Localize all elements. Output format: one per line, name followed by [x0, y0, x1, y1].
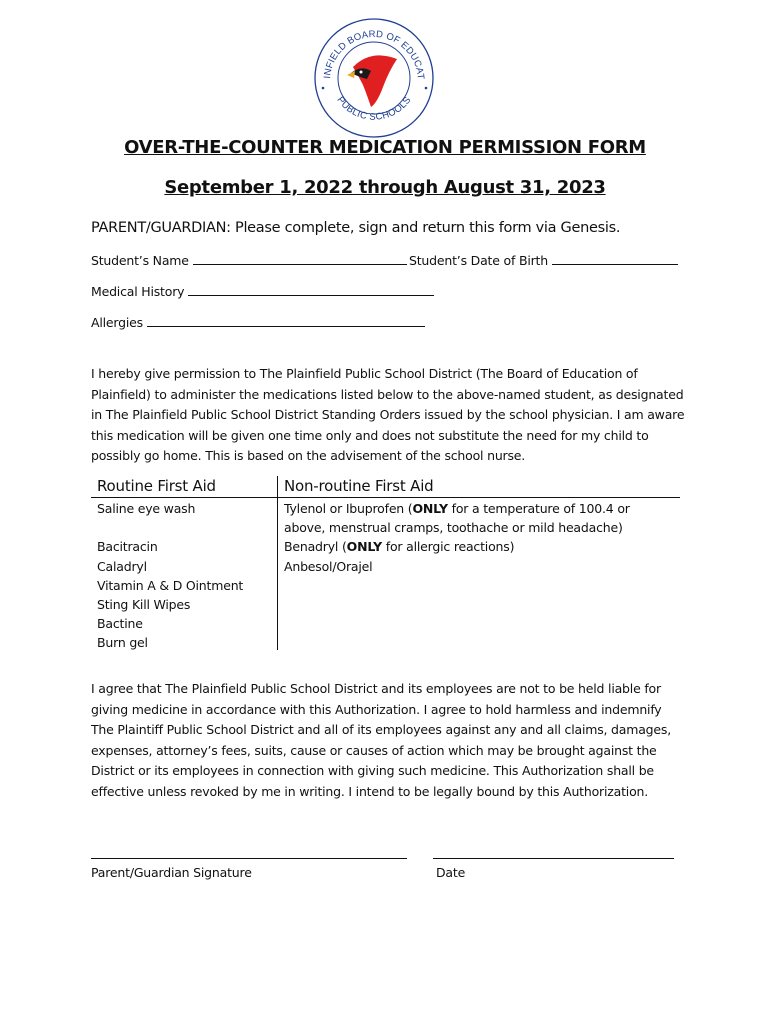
tylenol-text: Tylenol or Ibuprofen ( [284, 501, 413, 516]
seal-bottom-text: PUBLIC SCHOOLS [334, 94, 414, 123]
routine-items-list [97, 499, 243, 653]
anbesol-item: Anbesol/Orajel [284, 558, 373, 574]
list-item: Sting Kill Wipes [97, 597, 191, 612]
benadryl-conditions: for allergic reactions) [382, 539, 515, 555]
list-item: Saline eye wash [97, 501, 196, 516]
tylenol-item [284, 499, 654, 537]
list-item: Vitamin A & D Ointment [97, 577, 244, 593]
permission-text: I hereby give permission to The Plainfield Public School District (The Board of Education of Plainfield) to administer the medications listed below to the above-named student, as designated in The Plainfield Public School District Standing Orders issued by the school physician. I am aware this medication will be given one time only and does not substitute the need for my child to possibly go home. This is based on the advisement of the school nurse. [91, 366, 685, 464]
benadryl-only-emphasis: ONLY [346, 539, 383, 555]
student-name-label: Student’s Name [91, 253, 189, 268]
student-dob-label: Student’s Date of Birth [409, 253, 548, 268]
tylenol-only-emphasis: ONLY [412, 501, 448, 516]
nonroutine-items-list [284, 499, 654, 576]
date-field[interactable] [433, 858, 674, 859]
student-dob-field[interactable] [552, 252, 678, 265]
table-header-divider [91, 497, 680, 498]
tylenol-conditions: for a temperature of 100.4 or above, menstrual cramps, toothache or mild headache) [284, 501, 630, 536]
student-dob-row [409, 252, 678, 268]
seal-svg [311, 15, 437, 141]
form-date-range: September 1, 2022 through August 31, 2023 [164, 177, 606, 198]
routine-first-aid-header: Routine First Aid [97, 477, 216, 495]
cardinal-bird-icon [347, 55, 397, 107]
medical-history-label: Medical History [91, 284, 185, 299]
nonroutine-first-aid-header: Non-routine First Aid [284, 477, 434, 495]
table-column-divider [277, 476, 278, 650]
list-item: Bactine [97, 616, 143, 632]
student-name-field[interactable] [193, 252, 407, 265]
list-item: Burn gel [97, 635, 148, 651]
allergies-label: Allergies [91, 315, 143, 330]
medical-history-row [91, 283, 434, 299]
student-name-row [91, 252, 407, 268]
seal-top-text: INFIELD BOARD OF EDUCAT [322, 28, 427, 81]
seal-dot-right [425, 87, 428, 90]
benadryl-item [284, 537, 654, 556]
parent-instruction: PARENT/GUARDIAN: Please complete, sign and return this form via Genesis. [91, 220, 621, 236]
permission-paragraph [91, 364, 691, 467]
seal-dot-left [322, 87, 325, 90]
agreement-text: I agree that The Plainfield Public School District and its employees are not to be held liable for giving medicine in accordance with this Authorization. I agree to hold harmless and indemnify The Plaintiff Public School District and all of its employees against any and all claims, damages, expenses, attorney’s fees, suits, cause or causes of action which may be brought against the District or its employees in connection with giving such medicine. This Authorization shall be effective unless revoked by me in writing. I intend to be legally bound by this Authorization. [91, 681, 671, 799]
allergies-field[interactable] [147, 314, 425, 327]
form-title: OVER-THE-COUNTER MEDICATION PERMISSION FORM [124, 137, 646, 158]
list-item: Caladryl [97, 558, 147, 574]
signature-label: Parent/Guardian Signature [91, 865, 252, 880]
allergies-row [91, 314, 425, 330]
agreement-paragraph [91, 679, 681, 803]
district-seal-logo [311, 15, 437, 141]
benadryl-text: Benadryl ( [284, 539, 347, 555]
medical-history-field[interactable] [188, 283, 434, 296]
list-item: Bacitracin [97, 539, 158, 555]
signature-field[interactable] [91, 858, 407, 859]
date-label: Date [436, 865, 466, 880]
